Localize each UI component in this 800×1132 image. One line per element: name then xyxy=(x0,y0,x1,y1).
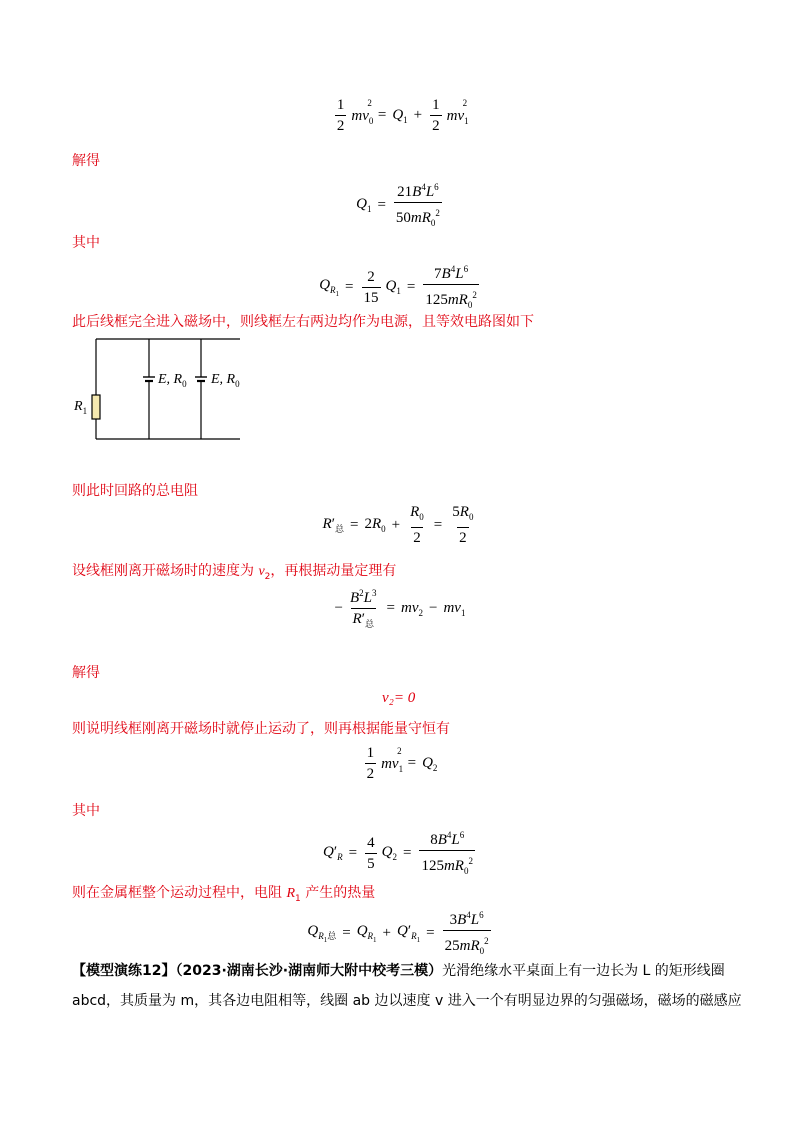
text-where-1: 其中 xyxy=(72,235,100,251)
text-stop-energy: 则说明线框刚离开磁场时就停止运动了，则再根据能量守恒有 xyxy=(72,721,450,737)
model-exercise-line-2: abcd，其质量为 m，其各边电阻相等，线圈 ab 边以速度 v 进入一个有明显边界的匀强磁场，磁场的磁感应 xyxy=(72,993,742,1009)
equation-energy-2: $\frac{1}{2}$ $mv_1^2$ = $Q_2$ xyxy=(366,745,438,782)
text-where-2: 其中 xyxy=(72,803,100,819)
circuit-label-r1: $R_1$ xyxy=(74,399,88,416)
equation-q-r1: $Q_{R_1}$ = $\frac{2}{15}$ $Q_1$ = $\frac{7B^4L^6}{125mR_0^2}$ xyxy=(0,260,800,314)
resistor-r1 xyxy=(92,395,100,419)
circuit-label-source-1: E, $R_0$ xyxy=(158,372,187,389)
exercise-tag: 【模型演练12】 xyxy=(72,963,176,979)
equivalent-circuit-diagram xyxy=(70,333,270,445)
text-heat-r1: 则在金属框整个运动过程中，电阻 $R_1$ 产生的热量 xyxy=(72,885,376,904)
text-speed-leave: 设线框刚离开磁场时的速度为 $v_2$，再根据动量定理有 xyxy=(72,563,397,582)
equation-q-prime-r: $Q'_R$ = $\frac{4}{5}$ $Q_2$ = $\frac{8B^4L^6}{125mR_0^2}$ xyxy=(0,826,800,880)
equation-total-heat: $Q_{R_1总}$ = $Q_{R_1}$ + $Q'_{R_1}$ = $\frac{3B^4L^6}{25mR_0^2}$ xyxy=(0,906,800,960)
text-total-resistance: 则此时回路的总电阻 xyxy=(72,483,198,499)
equation-v2-zero: v₂= 0 xyxy=(382,690,416,706)
equation-energy-1: $\frac{1}{2}$ $mv_0^2$ = $Q_1$ + $\frac{1}{2}$ $mv_1^2$ xyxy=(336,97,469,134)
circuit-label-source-2: E, $R_0$ xyxy=(211,372,240,389)
text-solve-2: 解得 xyxy=(72,665,100,681)
model-exercise-line-1 xyxy=(72,956,732,986)
exercise-line-1-text: 光滑绝缘水平桌面上有一边长为 L 的矩形线圈 xyxy=(442,963,725,979)
text-solve-1: 解得 xyxy=(72,153,100,169)
equation-momentum: − $\frac{B^2L^3}{R'_总}$ = $mv_2$ − $mv_1$ xyxy=(0,584,800,633)
text-after-enter: 此后线框完全进入磁场中，则线框左右两边均作为电源，且等效电路图如下 xyxy=(72,314,534,330)
model-exercise-12 xyxy=(72,956,742,1016)
equation-total-resistance: $R'_总$ = $2R_0$ + $\frac{R_0}{2}$ = $\frac{5R_0}{2}$ xyxy=(322,504,474,546)
exercise-source: （2023·湖南长沙·湖南师大附中校考三模） xyxy=(175,963,443,979)
equation-q1: $Q_1$ = $\frac{21B^4L^6}{50mR_0^2}$ xyxy=(0,178,800,232)
